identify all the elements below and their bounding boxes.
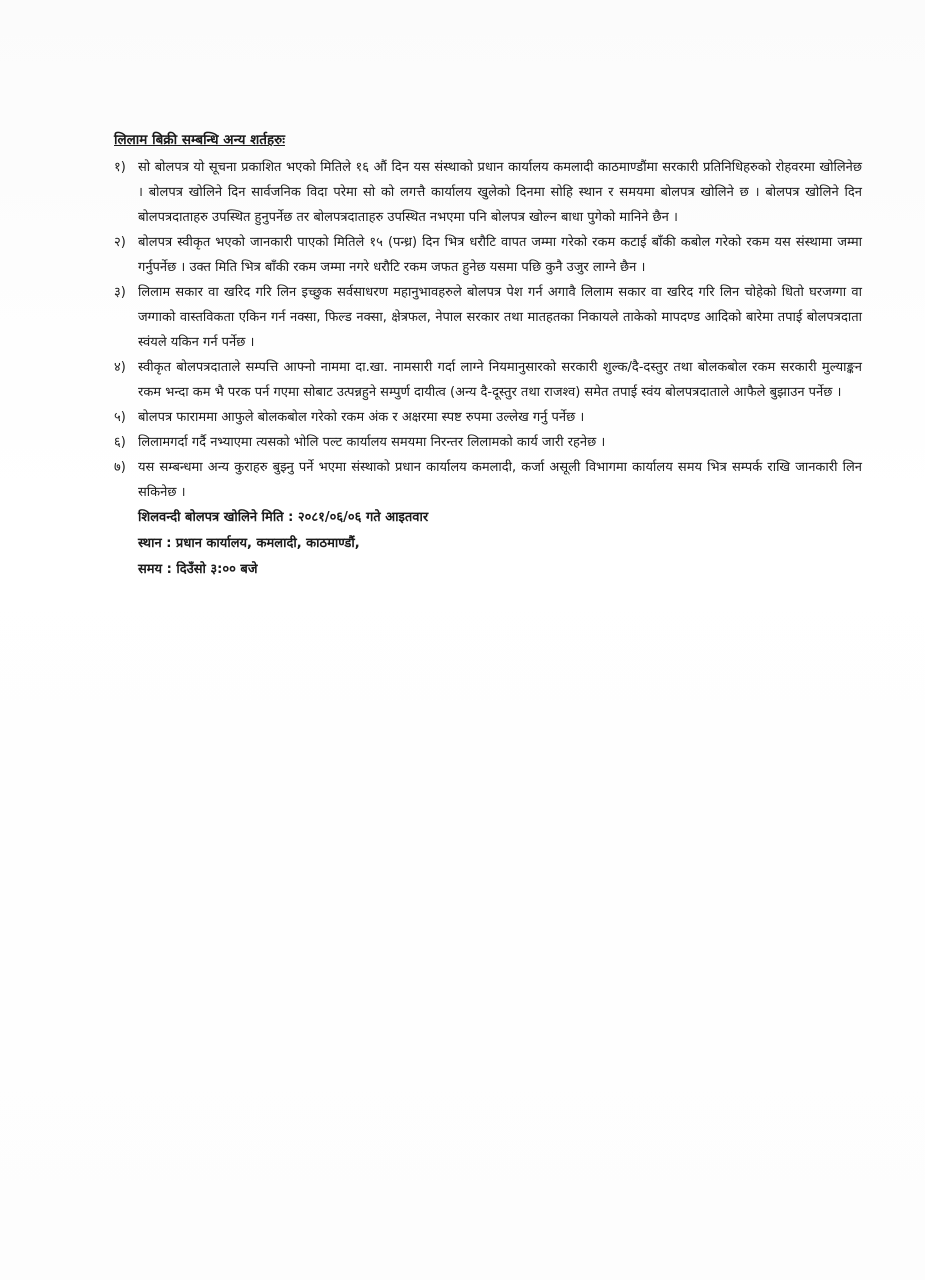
term-number: २): [114, 235, 126, 250]
term-text: सो बोलपत्र यो सूचना प्रकाशित भएको मितिले १६ औं दिन यस संस्थाको प्रधान कार्यालय कमलादी काठमाण्डौंमा सरकारी प्रतिनिधिहरुको रोहवरमा खोलिनेछ । बोलपत्र खोलिने दिन सार्वजनिक विदा परेमा सो को लगत्तै कार्यालय खुलेको दिनमा सोहि स्थान र समयमा बोलपत्र खोलिने छ । बोलपत्र खोलिने दिन बोलपत्रदाताहरु उपस्थित हुनुपर्नेछ तर बोलपत्रदाताहरु उपस्थित नभएमा पनि बोलपत्र खोल्न बाधा पुगेको मानिने छैन ।: [138, 160, 862, 225]
term-number: १): [114, 160, 126, 175]
term-text: लिलामगर्दा गर्दै नभ्याएमा त्यसको भोलि पल्ट कार्यालय समयमा निरन्तर लिलामको कार्य जारी रहनेछ ।: [138, 435, 606, 450]
term-number: ७): [114, 460, 126, 475]
term-item: [114, 280, 862, 355]
opening-time: समय : दिउँसो ३:०० बजे: [138, 562, 258, 577]
bid-opening-details: [138, 505, 862, 583]
term-text: यस सम्बन्धमा अन्य कुराहरु बुझ्नु पर्ने भएमा संस्थाको प्रधान कार्यालय कमलादी, कर्जा असूली विभागमा कार्यालय समय भित्र सम्पर्क राखि जानकारी लिन सकिनेछ ।: [138, 460, 862, 500]
term-number: ४): [114, 360, 126, 375]
term-item: [114, 405, 862, 430]
document-content: [114, 128, 862, 583]
term-text: बोलपत्र स्वीकृत भएको जानकारी पाएको मितिले १५ (पन्ध्र) दिन भित्र धरौटि वापत जम्मा गरेको रकम कटाई बाँकी कबोल गरेको रकम यस संस्थामा जम्मा गर्नुपर्नेछ । उक्त मिति भित्र बाँकी रकम जम्मा नगरे धरौटि रकम जफत हुनेछ यसमा पछि कुनै उजुर लाग्ने छैन ।: [138, 235, 862, 275]
terms-heading: लिलाम बिक्री सम्बन्धि अन्य शर्तहरुः: [114, 132, 285, 148]
term-number: ३): [114, 285, 126, 300]
term-number: ५): [114, 410, 126, 425]
term-item: [114, 430, 862, 455]
term-item: [114, 455, 862, 505]
opening-place: स्थान : प्रधान कार्यालय, कमलादी, काठमाण्डौं,: [138, 536, 360, 551]
term-number: ६): [114, 435, 126, 450]
term-item: [114, 230, 862, 280]
term-item: [114, 355, 862, 405]
term-text: स्वीकृत बोलपत्रदाताले सम्पत्ति आफ्नो नाममा दा.खा. नामसारी गर्दा लाग्ने नियमानुसारको सरकारी शुल्क/दै-दस्तुर तथा बोलकबोल रकम सरकारी मुल्याङ्कन रकम भन्दा कम भै परक पर्न गएमा सोबाट उत्पन्नहुने सम्पुर्ण दायीत्व (अन्य दै-दूस्तुर तथा राजश्व) समेत तपाई स्वंय बोलपत्रदाताले आफैले बुझाउन पर्नेछ ।: [138, 360, 862, 400]
term-item: [114, 155, 862, 230]
term-text: लिलाम सकार वा खरिद गरि लिन इच्छुक सर्वसाधरण महानुभावहरुले बोलपत्र पेश गर्न अगावै लिलाम सकार वा खरिद गरि लिन चोहेको धितो घरजग्गा वा जग्गाको वास्तविकता एकिन गर्न नक्सा, फिल्ड नक्सा, क्षेत्रफल, नेपाल सरकार तथा मातहतका निकायले ताकेको मापदण्ड आदिको बारेमा तपाई बोलपत्रदाता स्वंयले यकिन गर्न पर्नेछ ।: [138, 285, 862, 350]
terms-list: [114, 155, 862, 505]
term-text: बोलपत्र फाराममा आफुले बोलकबोल गरेको रकम अंक र अक्षरमा स्पष्ट रुपमा उल्लेख गर्नु पर्नेछ ।: [138, 410, 585, 425]
opening-date: शिलवन्दी बोलपत्र खोलिने मिति : २०८१/०६/०६ गते आइतवार: [138, 510, 429, 525]
